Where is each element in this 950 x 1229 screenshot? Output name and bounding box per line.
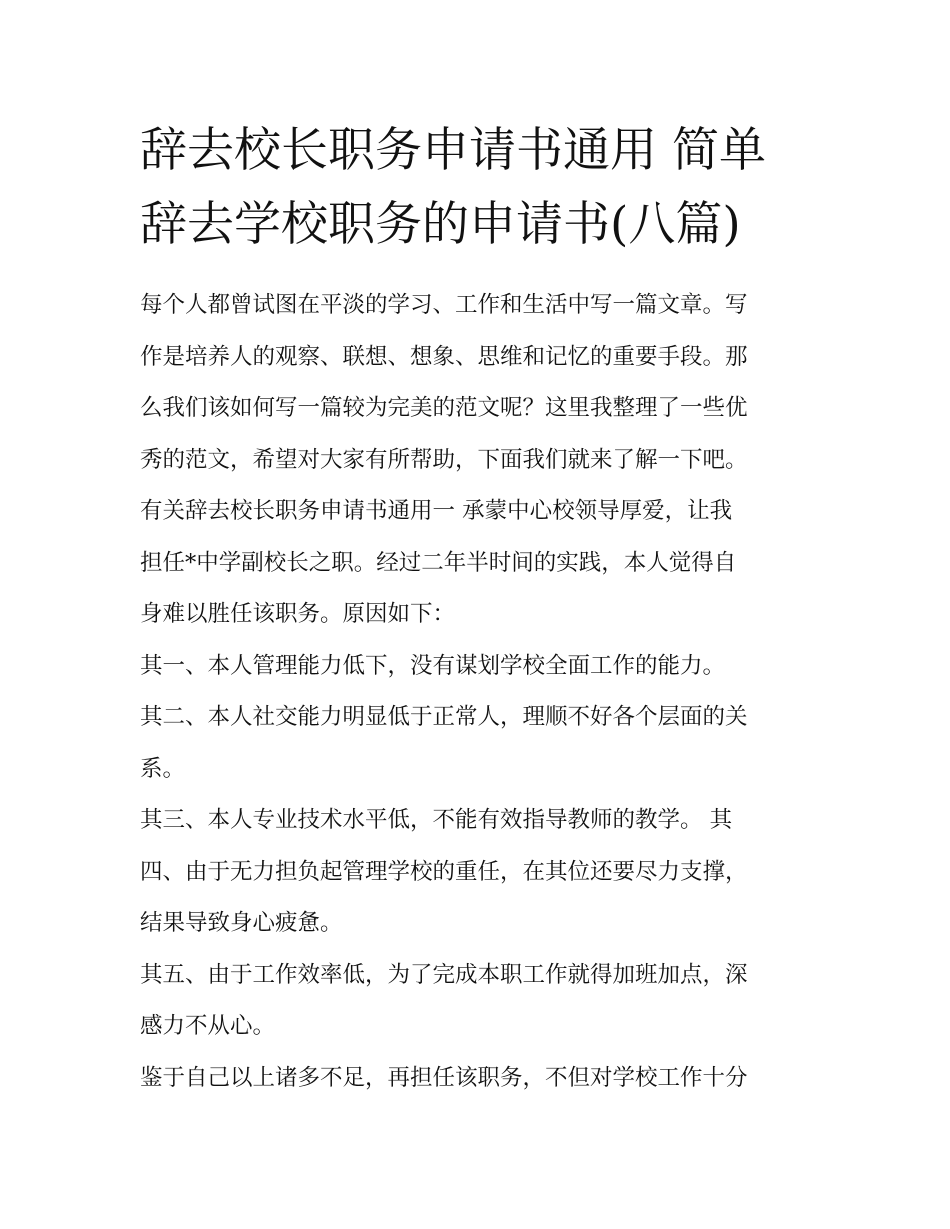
body-line: 作是培养人的观察、联想、想象、思维和记忆的重要手段。那 [140,343,748,370]
body-line: 鉴于自己以上诸多不足，再担任该职务，不但对学校工作十分 [140,1064,748,1091]
body-line: 系。 [140,755,186,782]
body-line: 结果导致身心疲惫。 [140,910,343,936]
title-line: 辞去学校职务的申请书(八篇) [140,197,741,252]
document-title [140,114,820,262]
body-line: 四、由于无力担负起管理学校的重任，在其位还要尽力支撑， [140,858,748,885]
body-line: 身难以胜任该职务。原因如下： [140,601,456,627]
body-line: 感力不从心。 [140,1013,276,1039]
title-line: 辞去校长职务申请书通用 简单 [140,123,766,178]
body-line: 每个人都曾试图在平淡的学习、工作和生活中写一篇文章。写 [140,292,748,318]
body-line: 么我们该如何写一篇较为完美的范文呢？这里我整理了一些优 [140,395,748,421]
body-line: 其二、本人社交能力明显低于正常人，理顺不好各个层面的关 [140,704,748,730]
document-body [140,280,820,1104]
body-line: 担任*中学副校长之职。经过二年半时间的实践，本人觉得自 [140,549,737,576]
body-line: 秀的范文，希望对大家有所帮助，下面我们就来了解一下吧。 [140,446,748,473]
body-line: 其五、由于工作效率低，为了完成本职工作就得加班加点，深 [140,961,748,988]
body-line: 其三、本人专业技术水平低，不能有效指导教师的教学。 其 [140,807,733,833]
body-line: 其一、本人管理能力低下，没有谋划学校全面工作的能力。 [140,652,726,679]
body-line: 有关辞去校长职务申请书通用一 承蒙中心校领导厚爱，让我 [140,498,733,524]
